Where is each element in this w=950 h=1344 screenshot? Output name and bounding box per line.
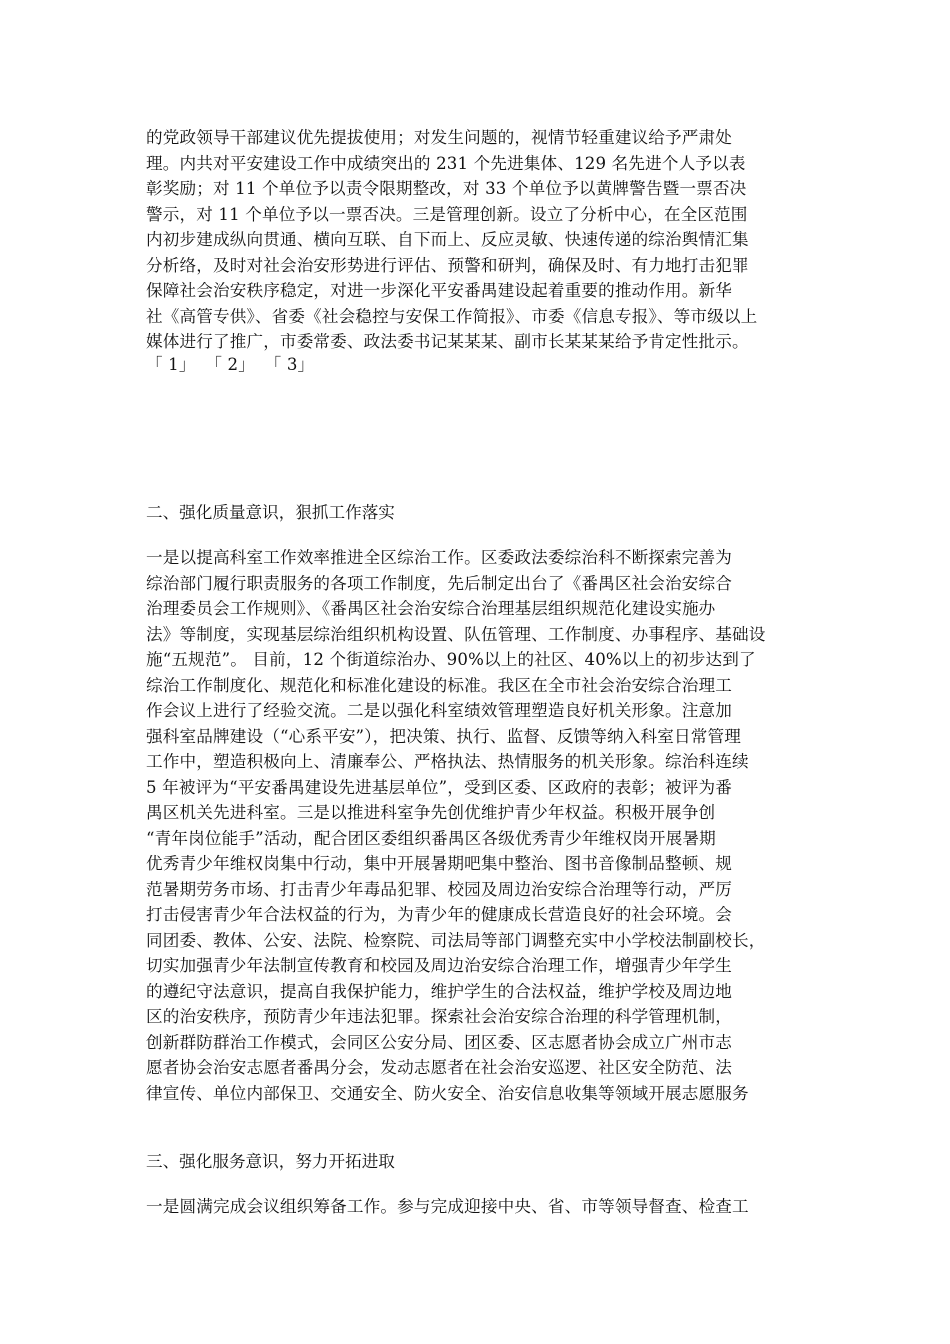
paragraph-line: 综治工作制度化、规范化和标准化建设的标准。我区在全市社会治安综合治理工 bbox=[146, 675, 733, 695]
page-links bbox=[146, 352, 810, 378]
paragraph-3 bbox=[146, 1194, 810, 1220]
paragraph-line: 创新群防群治工作模式，会同区公安分局、团区委、区志愿者协会成立广州市志 bbox=[146, 1032, 733, 1052]
paragraph-line: 区的治安秩序，预防青少年违法犯罪。探索社会治安综合治理的科学管理机制， bbox=[146, 1007, 733, 1026]
paragraph-line: 范暑期劳务市场、打击青少年毒品犯罪、校园及周边治安综合治理等行动，严厉 bbox=[146, 879, 733, 899]
paragraph-line: 愿者协会治安志愿者番禺分会，发动志愿者在社会治安巡逻、社区安全防范、法 bbox=[146, 1058, 733, 1077]
section-heading-3: 三、强化服务意识，努力开拓进取 bbox=[146, 1152, 395, 1171]
paragraph-line: 彰奖励；对 11 个单位予以责令限期整改，对 33 个单位予以黄牌警告暨一票否决 bbox=[146, 179, 747, 198]
page-link-3[interactable]: 「 3」 bbox=[272, 355, 315, 374]
paragraph-1 bbox=[146, 125, 810, 355]
paragraph-line: 法》等制度，实现基层综治组织机构设置、队伍管理、工作制度、办事程序、基础设 bbox=[146, 624, 766, 644]
paragraph-line: 保障社会治安秩序稳定，对进一步深化平安番禺建设起着重要的推动作用。新华 bbox=[146, 281, 733, 300]
paragraph-line: 理。内共对平安建设工作中成绩突出的 231 个先进集体、129 名先进个人予以表 bbox=[146, 153, 746, 173]
paragraph-line: 施“五规范”。 目前，12 个街道综治办、90%以上的社区、40%以上的初步达到了 bbox=[146, 650, 756, 669]
paragraph-line: 一是圆满完成会议组织筹备工作。参与完成迎接中央、省、市等领导督查、检查工 bbox=[146, 1197, 749, 1216]
paragraph-line: 5 年被评为“平安番禺建设先进基层单位”，受到区委、区政府的表彰；被评为番 bbox=[146, 777, 732, 797]
paragraph-line: 分析络，及时对社会治安形势进行评估、预警和研判，确保及时、有力地打击犯罪 bbox=[146, 255, 749, 275]
paragraph-line: 打击侵害青少年合法权益的行为，为青少年的健康成长营造良好的社会环境。会 bbox=[146, 905, 733, 924]
paragraph-line: 综治部门履行职责服务的各项工作制度，先后制定出台了《番禺区社会治安综合 bbox=[146, 573, 733, 593]
paragraph-line: 内初步建成纵向贯通、横向互联、自下而上、反应灵敏、快速传递的综治舆情汇集 bbox=[146, 230, 749, 249]
paragraph-line: 强科室品牌建设（“心系平安”），把决策、执行、监督、反馈等纳入科室日常管理 bbox=[146, 726, 741, 746]
paragraph-line: 禺区机关先进科室。三是以推进科室争先创优维护青少年权益。积极开展争创 bbox=[146, 803, 716, 822]
paragraph-line: 治理委员会工作规则》、《番禺区社会治安综合治理基层组织规范化建设实施办 bbox=[146, 599, 716, 618]
paragraph-line: 警示，对 11 个单位予以一票否决。三是管理创新。设立了分析中心，在全区范围 bbox=[146, 204, 748, 224]
paragraph-line: 的遵纪守法意识，提高自我保护能力，维护学生的合法权益，维护学校及周边地 bbox=[146, 981, 733, 1001]
paragraph-line: 的党政领导干部建议优先提拔使用；对发生问题的，视情节轻重建议给予严肃处 bbox=[146, 128, 733, 147]
section-heading-2: 二、强化质量意识，狠抓工作落实 bbox=[146, 503, 395, 522]
page-link-2[interactable]: 「 2」 bbox=[213, 355, 255, 374]
paragraph-line: 作会议上进行了经验交流。二是以强化科室绩效管理塑造良好机关形象。注意加 bbox=[146, 701, 733, 720]
paragraph-line: 同团委、教体、公安、法院、检察院、司法局等部门调整充实中小学校法制副校长， bbox=[146, 930, 766, 950]
paragraph-line: 律宣传、单位内部保卫、交通安全、防火安全、治安信息收集等领域开展志愿服务 bbox=[146, 1083, 749, 1103]
paragraph-line: 媒体进行了推广，市委常委、政法委书记某某某、副市长某某某给予肯定性批示。 bbox=[146, 332, 749, 351]
paragraph-line: 一是以提高科室工作效率推进全区综治工作。区委政法委综治科不断探索完善为 bbox=[146, 548, 733, 567]
paragraph-2 bbox=[146, 545, 810, 1106]
paragraph-line: 社《高管专供》、省委《社会稳控与安保工作简报》、市委《信息专报》、等市级以上 bbox=[146, 306, 758, 326]
page-link-1[interactable]: 「 1」 bbox=[146, 355, 196, 374]
paragraph-line: 切实加强青少年法制宣传教育和校园及周边治安综合治理工作，增强青少年学生 bbox=[146, 956, 733, 975]
paragraph-line: 工作中，塑造积极向上、清廉奉公、严格执法、热情服务的机关形象。综治科连续 bbox=[146, 752, 749, 771]
paragraph-line: 优秀青少年维权岗集中行动，集中开展暑期吧集中整治、图书音像制品整顿、规 bbox=[146, 854, 733, 873]
paragraph-line: “青年岗位能手”活动，配合团区委组织番禺区各级优秀青少年维权岗开展暑期 bbox=[146, 828, 716, 848]
